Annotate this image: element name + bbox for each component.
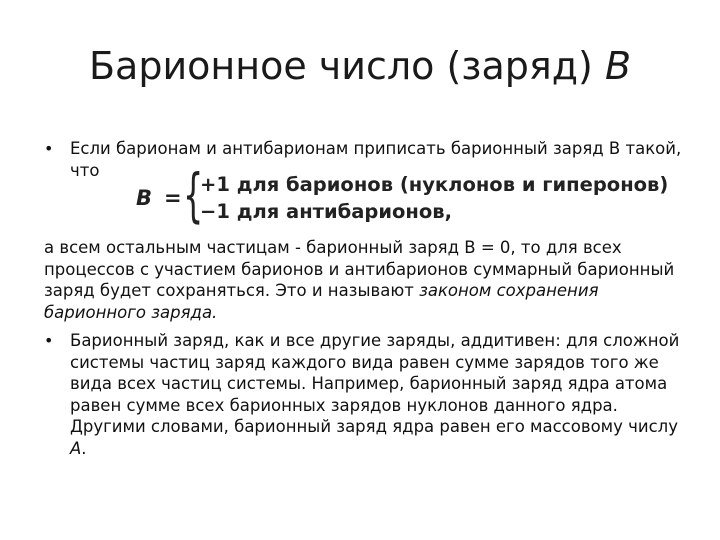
paragraph-text: а всем остальным частицам - барионный заряд В = 0, то для всех процессов с участием барионов и антибарионов суммарный барионный заряд будет сохраняться. Это и называют	[44, 238, 675, 300]
formula-equals: =	[164, 186, 182, 210]
bullet-icon: •	[44, 139, 54, 158]
conservation-paragraph	[44, 237, 694, 323]
slide-title	[0, 44, 720, 88]
bullet-2-text: Барионный заряд, как и все другие заряды, аддитивен: для сложной системы частиц заряд каждого вида равен сумме зарядов того же вида всех частиц системы. Например, барионный заряд ядра атома равен сумме всех барионных зарядов нуклонов данного ядра. Другими словами, барионный заряд ядра равен его массовому числу	[70, 331, 680, 436]
bullet-1-text: Если барионам и антибарионам приписать барионный заряд В такой, что	[70, 139, 682, 180]
title-text: Барионное число (заряд)	[88, 44, 605, 88]
title-variable: B	[604, 44, 632, 88]
mass-number-variable: А	[70, 438, 82, 458]
formula-lhs: B	[136, 186, 153, 210]
formula-brace: {	[183, 161, 204, 229]
bullet-2-end: .	[81, 438, 87, 458]
formula-case-antibaryons: −1 для антибарионов,	[200, 200, 453, 223]
baryon-charge-formula	[136, 161, 669, 229]
conservation-law-term: законом сохранения барионного заряда.	[44, 281, 599, 322]
formula-case-baryons: +1 для барионов (нуклонов и гиперонов)	[200, 173, 669, 196]
bullet-2	[44, 330, 694, 459]
bullet-icon: •	[44, 331, 54, 350]
